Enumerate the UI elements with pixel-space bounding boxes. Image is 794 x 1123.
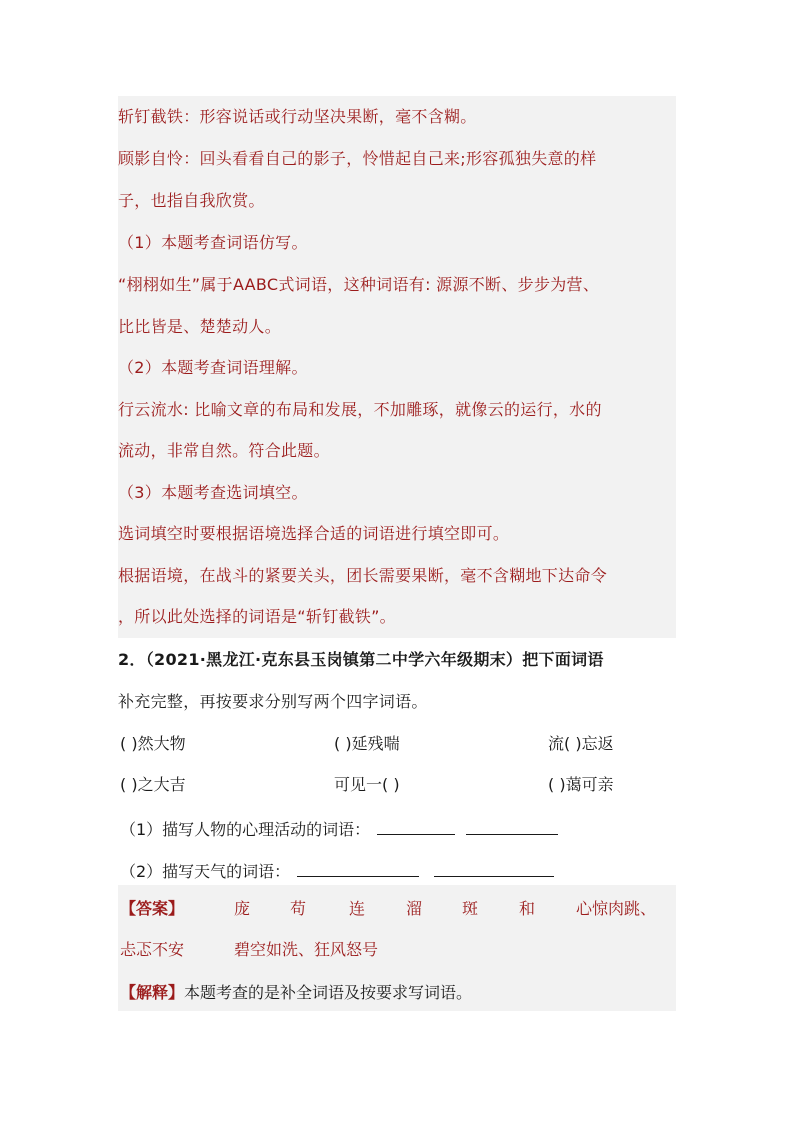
explanation-line: （3）本题考查选词填空。 [118,483,308,502]
answer-word: 斑 [462,899,479,918]
explanation-line: 斩钉截铁：形容说话或行动坚决果断，毫不含糊。 [118,107,477,126]
explanation-line: 比比皆是、楚楚动人。 [118,317,282,336]
answer-blank[interactable] [297,860,419,877]
answer-word: 苟 [290,899,307,918]
fill-blank-item[interactable]: ( )然大物 [120,734,186,753]
explanation-line: （1）本题考查词语仿写。 [118,233,308,252]
answer-line2-b: 碧空如洗、狂风怒号 [234,940,379,959]
sub-question-2 [120,860,554,882]
explanation-line: 子，也指自我欣赏。 [118,191,265,210]
answer-word: 庞 [234,899,251,918]
explanation-line: （2）本题考查词语理解。 [118,358,308,377]
answer-word: 和 [519,899,536,918]
answer-blank[interactable] [377,818,455,835]
explanation-line: 流动，非常自然。符合此题。 [118,441,330,460]
question-stem-line2: 补充完整，再按要求分别写两个四字词语。 [118,692,428,711]
sub-question-1 [120,818,558,840]
fill-blank-item[interactable]: 可见一( ) [334,775,400,794]
fill-blank-item[interactable]: ( )延残喘 [334,734,400,753]
explanation-line: ，所以此处选择的词语是“斩钉截铁”。 [118,607,396,626]
analysis-label: 【解释】 [120,983,185,1002]
answer-blank[interactable] [466,818,558,835]
analysis-line [120,983,472,1003]
analysis-text: 本题考查的是补全词语及按要求写词语。 [184,983,473,1002]
answer-label: 【答案】 [120,899,185,918]
fill-blank-item[interactable]: ( )之大吉 [120,775,186,794]
explanation-line: 选词填空时要根据语境选择合适的词语进行填空即可。 [118,524,510,543]
answer-line2-a: 忐忑不安 [120,940,185,959]
sub-question-2-label: （2）描写天气的词语： [120,862,291,881]
explanation-line: 根据语境，在战斗的紧要关头，团长需要果断，毫不含糊地下达命令 [118,566,608,585]
answer-blank[interactable] [434,860,554,877]
question-stem-line1: 2．（2021·黑龙江·克东县玉岗镇第二中学六年级期末）把下面词语 [118,650,604,669]
sub-question-1-label: （1）描写人物的心理活动的词语： [120,820,371,839]
answer-word: 心惊肉跳、 [576,899,657,918]
explanation-line: “栩栩如生”属于AABC式词语，这种词语有: 源源不断、步步为营、 [118,275,600,294]
explanation-line: 行云流水: 比喻文章的布局和发展，不加雕琢，就像云的运行，水的 [118,400,602,419]
answer-word: 溜 [406,899,423,918]
fill-blank-item[interactable]: 流( )忘返 [548,734,614,753]
answer-word: 连 [349,899,366,918]
explanation-line: 顾影自怜：回头看看自己的影子，怜惜起自己来;形容孤独失意的样 [118,149,597,168]
fill-blank-item[interactable]: ( )蔼可亲 [548,775,614,794]
